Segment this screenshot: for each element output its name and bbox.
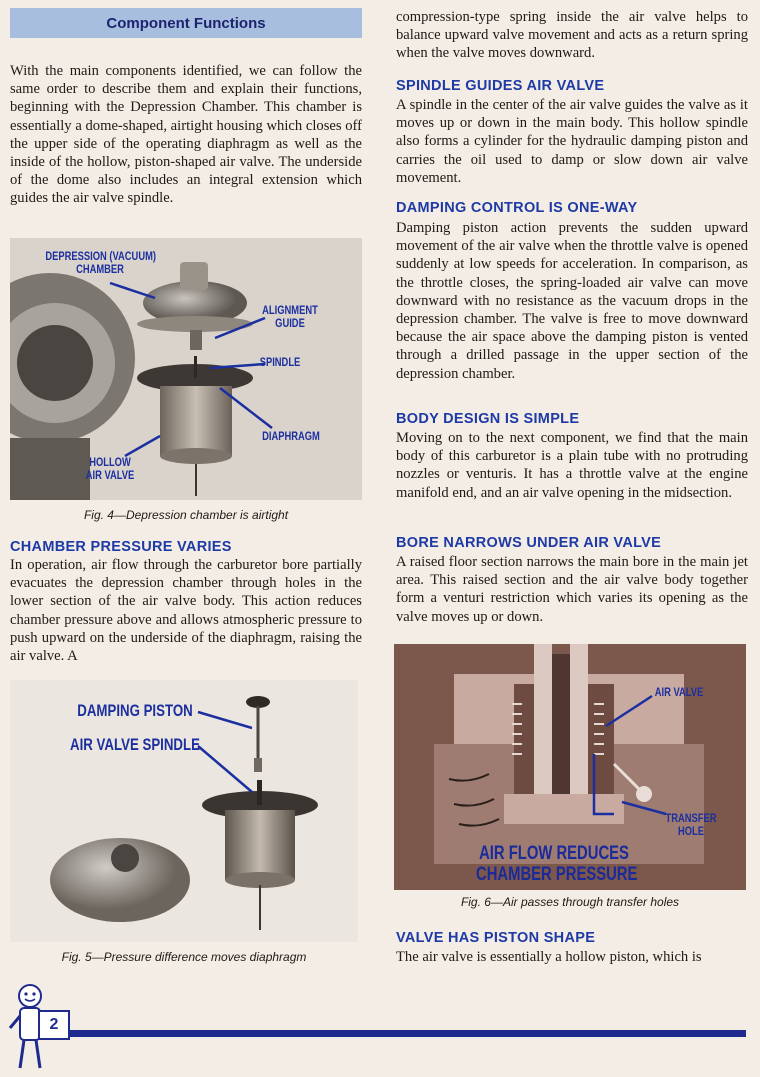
fig4-photo	[10, 238, 362, 500]
fig4-label-depression-chamber-text: DEPRESSION (VACUUM) CHAMBER	[45, 249, 157, 277]
section-body-bore-narrows: A raised floor section narrows the main bore in the main jet area. This raised section and the air valve body together form a venturi restriction which varies its opening as the valve moves up or down.	[396, 554, 748, 625]
continued-paragraph: compression-type spring inside the air valve helps to balance upward valve movement and acts as a return spring when the valve moves downward.	[396, 9, 748, 62]
section-body-piston-shape: The air valve is essentially a hollow piston, which is	[396, 949, 702, 965]
section-body-chamber-pressure: In operation, air flow through the carburetor bore partially evacuates the depression chamber through holes in the lower section of the air valve body. This action reduces chamber pressure above and allows atmospheric pressure to push upward on the underside of the diaphragm, raising the air valve. A	[10, 557, 362, 665]
page-number	[38, 1010, 70, 1040]
section-heading-chamber-pressure: CHAMBER PRESSURE VARIES	[10, 539, 232, 555]
fig6-label-air-valve-text: AIR VALVE	[654, 685, 704, 699]
fig5-label-air-valve-spindle	[61, 736, 209, 755]
fig5-label-damping-piston	[69, 702, 202, 721]
fig4-label-diaphragm	[256, 430, 326, 443]
section-header	[10, 8, 362, 38]
fig5-photo	[10, 680, 358, 942]
fig4-label-alignment-guide-text: ALIGNMENT GUIDE	[262, 303, 318, 331]
fig6-banner-text: AIR FLOW REDUCES CHAMBER PRESSURE	[476, 843, 638, 885]
fig5-caption: Fig. 5—Pressure difference moves diaphragm	[61, 950, 307, 964]
fig6-diagram	[394, 644, 746, 890]
fig4-caption: Fig. 4—Depression chamber is airtight	[83, 508, 289, 522]
fig6-label-air-valve	[652, 686, 707, 699]
fig6-label-transfer-hole-text: TRANSFER HOLE	[665, 811, 717, 839]
section-heading-body-design: BODY DESIGN IS SIMPLE	[396, 411, 580, 427]
fig5-label-damping-piston-text: DAMPING PISTON	[77, 701, 193, 720]
section-heading-damping: DAMPING CONTROL IS ONE-WAY	[396, 200, 638, 216]
section-heading-piston-shape: VALVE HAS PISTON SHAPE	[396, 930, 596, 946]
section-body-damping: Damping piston action prevents the sudden upward movement of the air valve when the throttle valve is opened suddenly at low speeds for acceleration. In comparison, as the throttle closes, the spring-loaded air valve can move downward with no resistance as the vacuum drops in the depression chamber. The valve is free to move downward because the air space above the damping piston is vented through a drilled passage in the upper section of the depression chamber.	[396, 220, 748, 382]
fig4-label-hollow-air-valve-text: HOLLOW AIR VALVE	[85, 455, 135, 483]
section-body-body-design: Moving on to the next component, we find that the main body of this carburetor is a plain tube with no protruding nozzles or venturis. It has a throttle valve at the engine manifold end, and an air valve opening in the midsection.	[396, 430, 748, 501]
section-body-spindle: A spindle in the center of the air valve guides the valve as it moves up or down in the main body. This hollow spindle also forms a cylinder for the hydraulic damping piston and carries the oil used to damp or slow down air valve movement.	[396, 97, 748, 186]
fig6-caption: Fig. 6—Air passes through transfer holes	[460, 895, 680, 909]
fig4-label-spindle	[257, 356, 304, 369]
fig4-label-depression-chamber	[45, 249, 157, 277]
fig6-banner	[476, 843, 638, 886]
intro-paragraph: With the main components identified, we can follow the same order to describe them and explain their functions, beginning with the Depression Chamber. This chamber is essentially a dome-shaped, airtight housing which closes off the upper side of the operating diaphragm as well as the inside of the hollow, piston-shaped air valve. The underside of the dome also includes an integral extension which guides the air valve spindle.	[10, 63, 362, 207]
fig4-label-diaphragm-text: DIAPHRAGM	[262, 429, 320, 443]
fig6-label-transfer-hole	[664, 812, 719, 838]
footer-rule	[70, 1030, 746, 1037]
page-number-text: 2	[49, 1016, 59, 1033]
fig4-label-spindle-text: SPINDLE	[259, 355, 301, 369]
fig5-label-air-valve-spindle-text: AIR VALVE SPINDLE	[70, 735, 200, 754]
fig4-illustration	[10, 238, 362, 500]
section-heading-spindle: SPINDLE GUIDES AIR VALVE	[396, 78, 605, 94]
fig4-label-hollow-air-valve	[79, 456, 141, 482]
section-header-title: Component Functions	[106, 14, 266, 32]
fig4-label-alignment-guide	[259, 304, 321, 330]
section-heading-bore-narrows: BORE NARROWS UNDER AIR VALVE	[396, 535, 662, 551]
